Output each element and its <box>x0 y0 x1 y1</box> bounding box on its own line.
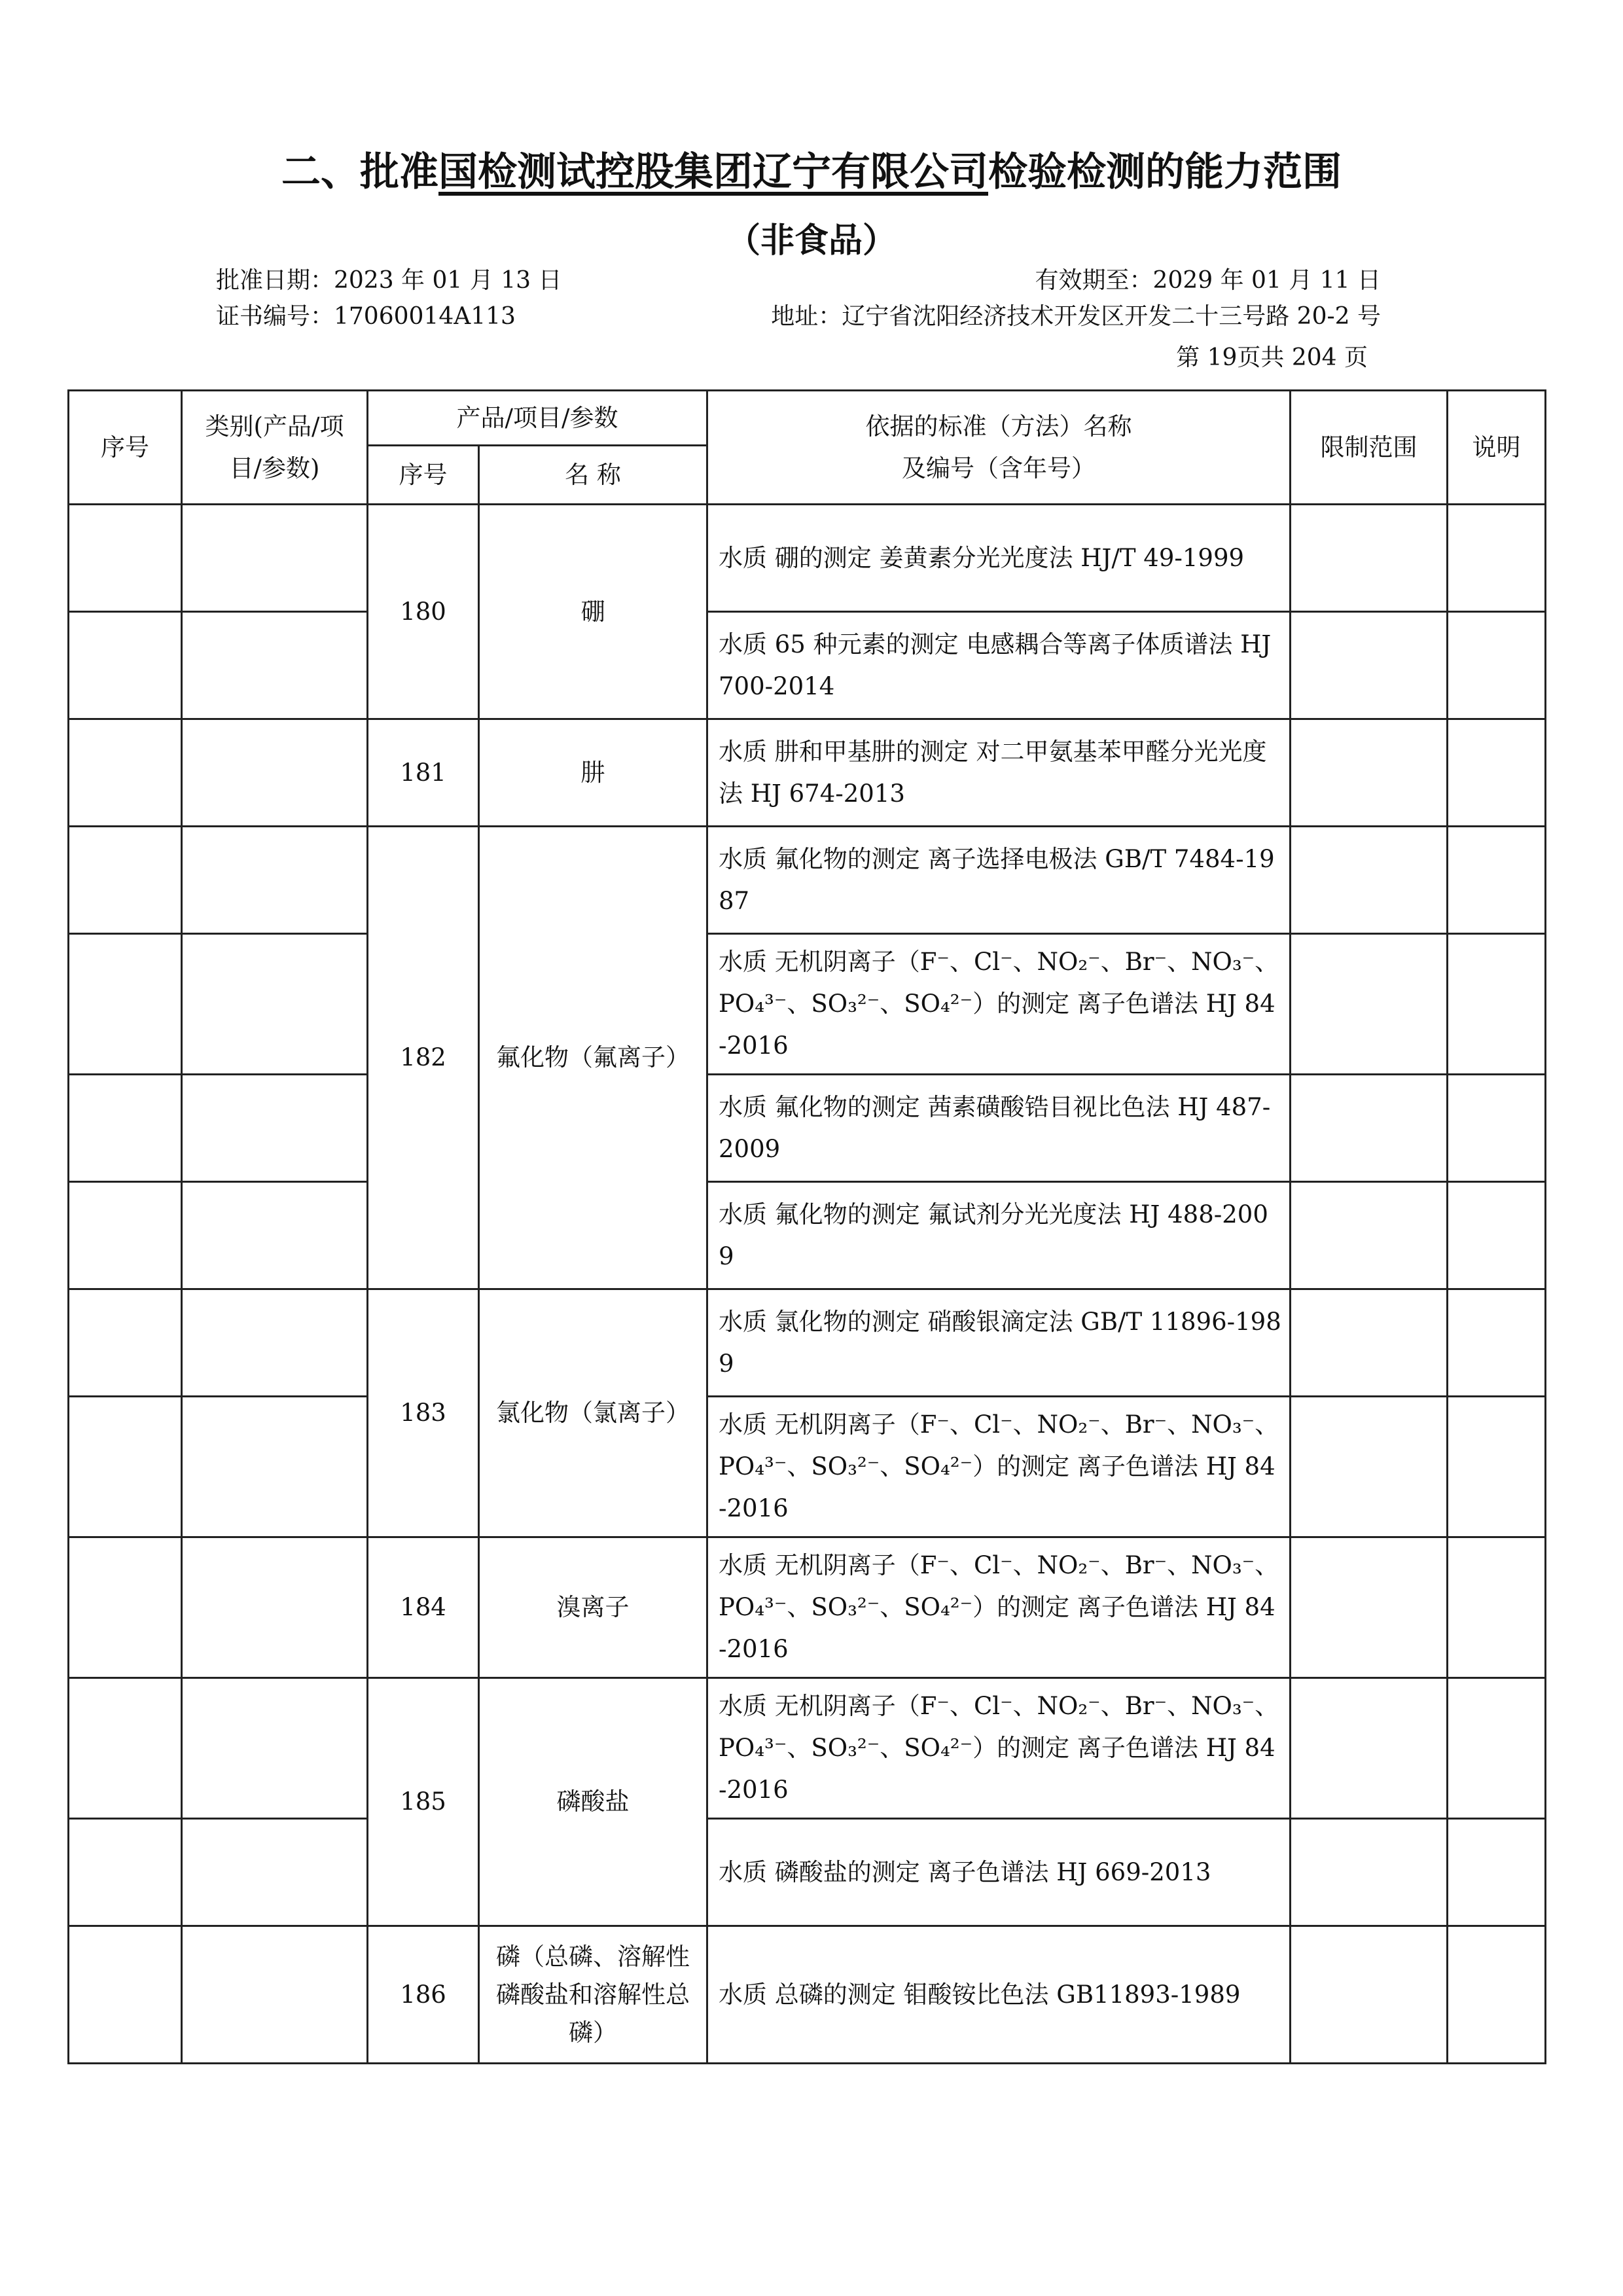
standard-cell: 水质 氟化物的测定 氟试剂分光光度法 HJ 488-2009 <box>707 1182 1291 1289</box>
table-row <box>69 1397 1546 1537</box>
note-cell <box>1448 505 1546 612</box>
approval-date: 批准日期：2023 年 01 月 13 日 <box>216 267 562 294</box>
item-number: 180 <box>368 505 479 719</box>
seq-cell <box>69 1397 182 1537</box>
seq-cell <box>69 612 182 719</box>
note-cell <box>1448 1182 1546 1289</box>
note-cell <box>1448 719 1546 827</box>
limit-cell <box>1291 1182 1448 1289</box>
item-number: 186 <box>368 1926 479 2064</box>
document-title <box>0 141 1623 197</box>
table-row <box>69 1678 1546 1819</box>
seq-cell <box>69 1819 182 1926</box>
limit-cell <box>1291 1075 1448 1182</box>
standard-cell: 水质 氟化物的测定 离子选择电极法 GB/T 7484-1987 <box>707 827 1291 934</box>
table-body <box>69 391 1546 2064</box>
header-standard-line2: 及编号（含年号） <box>902 454 1096 482</box>
standard-cell: 水质 总磷的测定 钼酸铵比色法 GB11893-1989 <box>707 1926 1291 2064</box>
table-row <box>69 612 1546 719</box>
limit-cell <box>1291 612 1448 719</box>
seq-cell <box>69 827 182 934</box>
header-sub-seq: 序号 <box>368 446 479 505</box>
header-product-group: 产品/项目/参数 <box>368 391 707 446</box>
standard-cell: 水质 无机阴离子（F⁻、Cl⁻、NO₂⁻、Br⁻、NO₃⁻、PO₄³⁻、SO₃²⁻、SO₄²⁻）的测定 离子色谱法 HJ 84-2016 <box>707 1537 1291 1678</box>
limit-cell <box>1291 827 1448 934</box>
title-company: 国检测试控股集团辽宁有限公司 <box>438 149 988 195</box>
header-seq: 序号 <box>69 391 182 505</box>
header-sub-name: 名 称 <box>479 446 707 505</box>
standard-cell: 水质 磷酸盐的测定 离子色谱法 HJ 669-2013 <box>707 1819 1291 1926</box>
standard-cell: 水质 无机阴离子（F⁻、Cl⁻、NO₂⁻、Br⁻、NO₃⁻、PO₄³⁻、SO₃²⁻、SO₄²⁻）的测定 离子色谱法 HJ 84-2016 <box>707 934 1291 1075</box>
document-subtitle: （非食品） <box>726 221 897 260</box>
header-category: 类别(产品/项目/参数) <box>182 391 368 505</box>
note-cell <box>1448 934 1546 1075</box>
item-number: 181 <box>368 719 479 827</box>
limit-cell <box>1291 1397 1448 1537</box>
table-row <box>69 1075 1546 1182</box>
table-row <box>69 934 1546 1075</box>
category-cell <box>182 505 368 612</box>
item-number: 183 <box>368 1289 479 1537</box>
capability-table <box>67 389 1546 2064</box>
seq-cell <box>69 1289 182 1397</box>
category-cell <box>182 934 368 1075</box>
standard-cell: 水质 氯化物的测定 硝酸银滴定法 GB/T 11896-1989 <box>707 1289 1291 1397</box>
table-row <box>69 827 1546 934</box>
note-cell <box>1448 1678 1546 1819</box>
category-cell <box>182 719 368 827</box>
standard-cell: 水质 65 种元素的测定 电感耦合等离子体质谱法 HJ 700-2014 <box>707 612 1291 719</box>
item-name: 溴离子 <box>479 1537 707 1678</box>
category-cell <box>182 827 368 934</box>
seq-cell <box>69 934 182 1075</box>
category-cell <box>182 1182 368 1289</box>
category-cell <box>182 1397 368 1537</box>
table-row <box>69 1926 1546 2064</box>
seq-cell <box>69 719 182 827</box>
page-number: 第 19页共 204 页 <box>1176 344 1368 371</box>
table-row <box>69 1819 1546 1926</box>
limit-cell <box>1291 1289 1448 1397</box>
category-cell <box>182 1926 368 2064</box>
limit-cell <box>1291 1926 1448 2064</box>
table-row <box>69 719 1546 827</box>
header-row <box>69 391 1546 446</box>
seq-cell <box>69 1075 182 1182</box>
table-row <box>69 505 1546 612</box>
item-name: 氯化物（氯离子） <box>479 1289 707 1537</box>
header-limit: 限制范围 <box>1291 391 1448 505</box>
limit-cell <box>1291 1819 1448 1926</box>
header-standard <box>707 391 1291 505</box>
seq-cell <box>69 1537 182 1678</box>
seq-cell <box>69 1678 182 1819</box>
category-cell <box>182 1537 368 1678</box>
address: 地址：辽宁省沈阳经济技术开发区开发二十三号路 20-2 号 <box>771 303 1381 330</box>
limit-cell <box>1291 934 1448 1075</box>
item-number: 182 <box>368 827 479 1289</box>
title-prefix: 二、批准 <box>281 149 438 195</box>
limit-cell <box>1291 1678 1448 1819</box>
standard-cell: 水质 硼的测定 姜黄素分光光度法 HJ/T 49-1999 <box>707 505 1291 612</box>
table-row <box>69 1289 1546 1397</box>
category-cell <box>182 1678 368 1819</box>
category-cell <box>182 612 368 719</box>
item-number: 184 <box>368 1537 479 1678</box>
category-cell <box>182 1075 368 1182</box>
seq-cell <box>69 1926 182 2064</box>
item-name: 硼 <box>479 505 707 719</box>
item-name: 肼 <box>479 719 707 827</box>
standard-cell: 水质 氟化物的测定 茜素磺酸锆目视比色法 HJ 487-2009 <box>707 1075 1291 1182</box>
valid-until: 有效期至：2029 年 01 月 11 日 <box>1035 267 1381 294</box>
item-name: 磷酸盐 <box>479 1678 707 1926</box>
title-suffix: 检验检测的能力范围 <box>988 149 1342 195</box>
limit-cell <box>1291 1537 1448 1678</box>
header-standard-line1: 依据的标准（方法）名称 <box>865 412 1132 440</box>
category-cell <box>182 1819 368 1926</box>
seq-cell <box>69 505 182 612</box>
note-cell <box>1448 1926 1546 2064</box>
certificate-number: 证书编号：17060014A113 <box>216 303 516 330</box>
note-cell <box>1448 1819 1546 1926</box>
category-cell <box>182 1289 368 1397</box>
limit-cell <box>1291 505 1448 612</box>
note-cell <box>1448 1537 1546 1678</box>
seq-cell <box>69 1182 182 1289</box>
note-cell <box>1448 1289 1546 1397</box>
limit-cell <box>1291 719 1448 827</box>
note-cell <box>1448 1075 1546 1182</box>
table-row <box>69 1182 1546 1289</box>
item-number: 185 <box>368 1678 479 1926</box>
item-name: 磷（总磷、溶解性磷酸盐和溶解性总磷） <box>479 1926 707 2064</box>
table-row <box>69 1537 1546 1678</box>
standard-cell: 水质 肼和甲基肼的测定 对二甲氨基苯甲醛分光光度法 HJ 674-2013 <box>707 719 1291 827</box>
note-cell <box>1448 1397 1546 1537</box>
item-name: 氟化物（氟离子） <box>479 827 707 1289</box>
note-cell <box>1448 612 1546 719</box>
note-cell <box>1448 827 1546 934</box>
standard-cell: 水质 无机阴离子（F⁻、Cl⁻、NO₂⁻、Br⁻、NO₃⁻、PO₄³⁻、SO₃²⁻、SO₄²⁻）的测定 离子色谱法 HJ 84-2016 <box>707 1678 1291 1819</box>
standard-cell: 水质 无机阴离子（F⁻、Cl⁻、NO₂⁻、Br⁻、NO₃⁻、PO₄³⁻、SO₃²⁻、SO₄²⁻）的测定 离子色谱法 HJ 84-2016 <box>707 1397 1291 1537</box>
header-note: 说明 <box>1448 391 1546 505</box>
